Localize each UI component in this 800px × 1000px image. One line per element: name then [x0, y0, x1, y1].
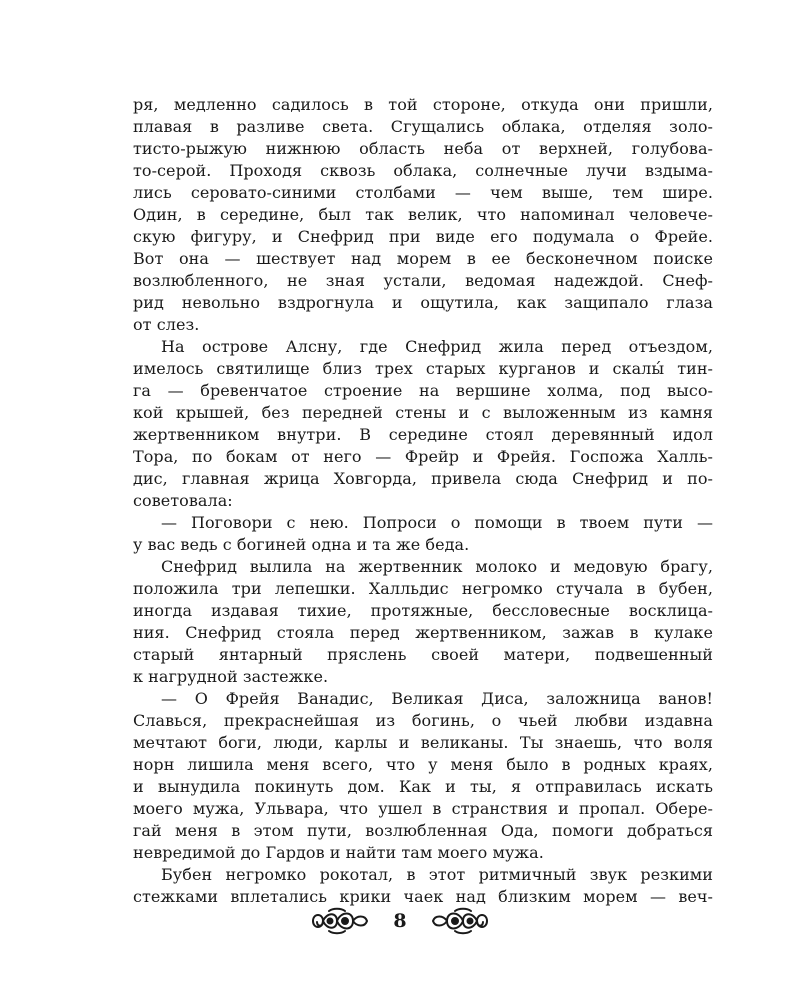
text-line: — Поговори с нею. Попроси о помощи в твоем пути — [161, 513, 713, 532]
text-line: тисто-рыжую нижнюю область неба от верхней, голубова- [133, 139, 713, 158]
text-line: Снефрид вылила на жертвенник молоко и медовую брагу, [161, 557, 713, 576]
text-line: скую фигуру, и Снефрид при виде его подумала о Фрейе. [133, 227, 713, 246]
text-line: невредимой до Гардов и найти там моего мужа. [133, 843, 544, 862]
text-line: советовала: [133, 491, 233, 510]
text-line: то-серой. Проходя сквозь облака, солнечные лучи вздыма- [133, 161, 713, 180]
text-line: плавая в разливе света. Сгущались облака, отделяя золо- [133, 117, 713, 136]
right-ornament-icon [429, 907, 491, 935]
text-line: положила три лепешки. Халльдис негромко стучала в бубен, [133, 579, 713, 598]
left-ornament-icon [309, 907, 371, 935]
text-line: гай меня в этом пути, возлюбленная Ода, помоги добраться [133, 821, 713, 840]
text-line: возлюбленного, не зная устали, ведомая надеждой. Снеф- [133, 271, 713, 290]
text-line: старый янтарный пряслень своей матери, подвешенный [133, 645, 713, 664]
text-line: жертвенником внутри. В середине стоял деревянный идол [133, 425, 713, 444]
text-line: На острове Алсну, где Снефрид жила перед отъездом, [161, 337, 713, 356]
text-line: ния. Снефрид стояла перед жертвенником, зажав в кулаке [133, 623, 713, 642]
text-line: Бубен негромко рокотал, в этот ритмичный звук резкими [161, 865, 713, 884]
text-line: норн лишила меня всего, что у меня было в родных краях, [133, 755, 713, 774]
text-line: ря, медленно садилось в той стороне, откуда они пришли, [133, 95, 713, 114]
text-line: у вас ведь с богиней одна и та же беда. [133, 535, 470, 554]
body-text [133, 94, 713, 908]
text-line: иногда издавая тихие, протяжные, бессловесные восклица- [133, 601, 713, 620]
text-line: Тора, по бокам от него — Фрейр и Фрейя. Госпожа Халль- [133, 447, 713, 466]
page-number: 8 [393, 910, 407, 932]
text-line: лись серовато-синими столбами — чем выше, тем шире. [133, 183, 713, 202]
text-line: Вот она — шествует над морем в ее бесконечном поиске [133, 249, 713, 268]
text-line: Славься, прекраснейшая из богинь, о чьей любви издавна [133, 711, 713, 730]
text-line: дис, главная жрица Ховгорда, привела сюда Снефрид и по- [133, 469, 713, 488]
page-footer [0, 905, 800, 937]
text-line: Один, в середине, был так велик, что напоминал человече- [133, 205, 713, 224]
text-line: — О Фрейя Ванадис, Великая Диса, заложница ванов! [161, 689, 713, 708]
text-line: га — бревенчатое строение на вершине холма, под высо- [133, 381, 713, 400]
text-line: мечтают боги, люди, карлы и великаны. Ты знаешь, что воля [133, 733, 713, 752]
text-line: к нагрудной застежке. [133, 667, 329, 686]
text-line: имелось святилище близ трех старых курганов и скалы́ тин- [133, 359, 713, 378]
text-line: от слез. [133, 315, 200, 334]
text-line: моего мужа, Ульвара, что ушел в странствия и пропал. Обере- [133, 799, 713, 818]
text-line: кой крышей, без передней стены и с выложенным из камня [133, 403, 713, 422]
text-line: рид невольно вздрогнула и ощутила, как защипало глаза [133, 293, 713, 312]
text-line: и вынудила покинуть дом. Как и ты, я отправилась искать [133, 777, 713, 796]
text-line: стежками вплетались крики чаек над близким морем — веч- [133, 887, 713, 906]
